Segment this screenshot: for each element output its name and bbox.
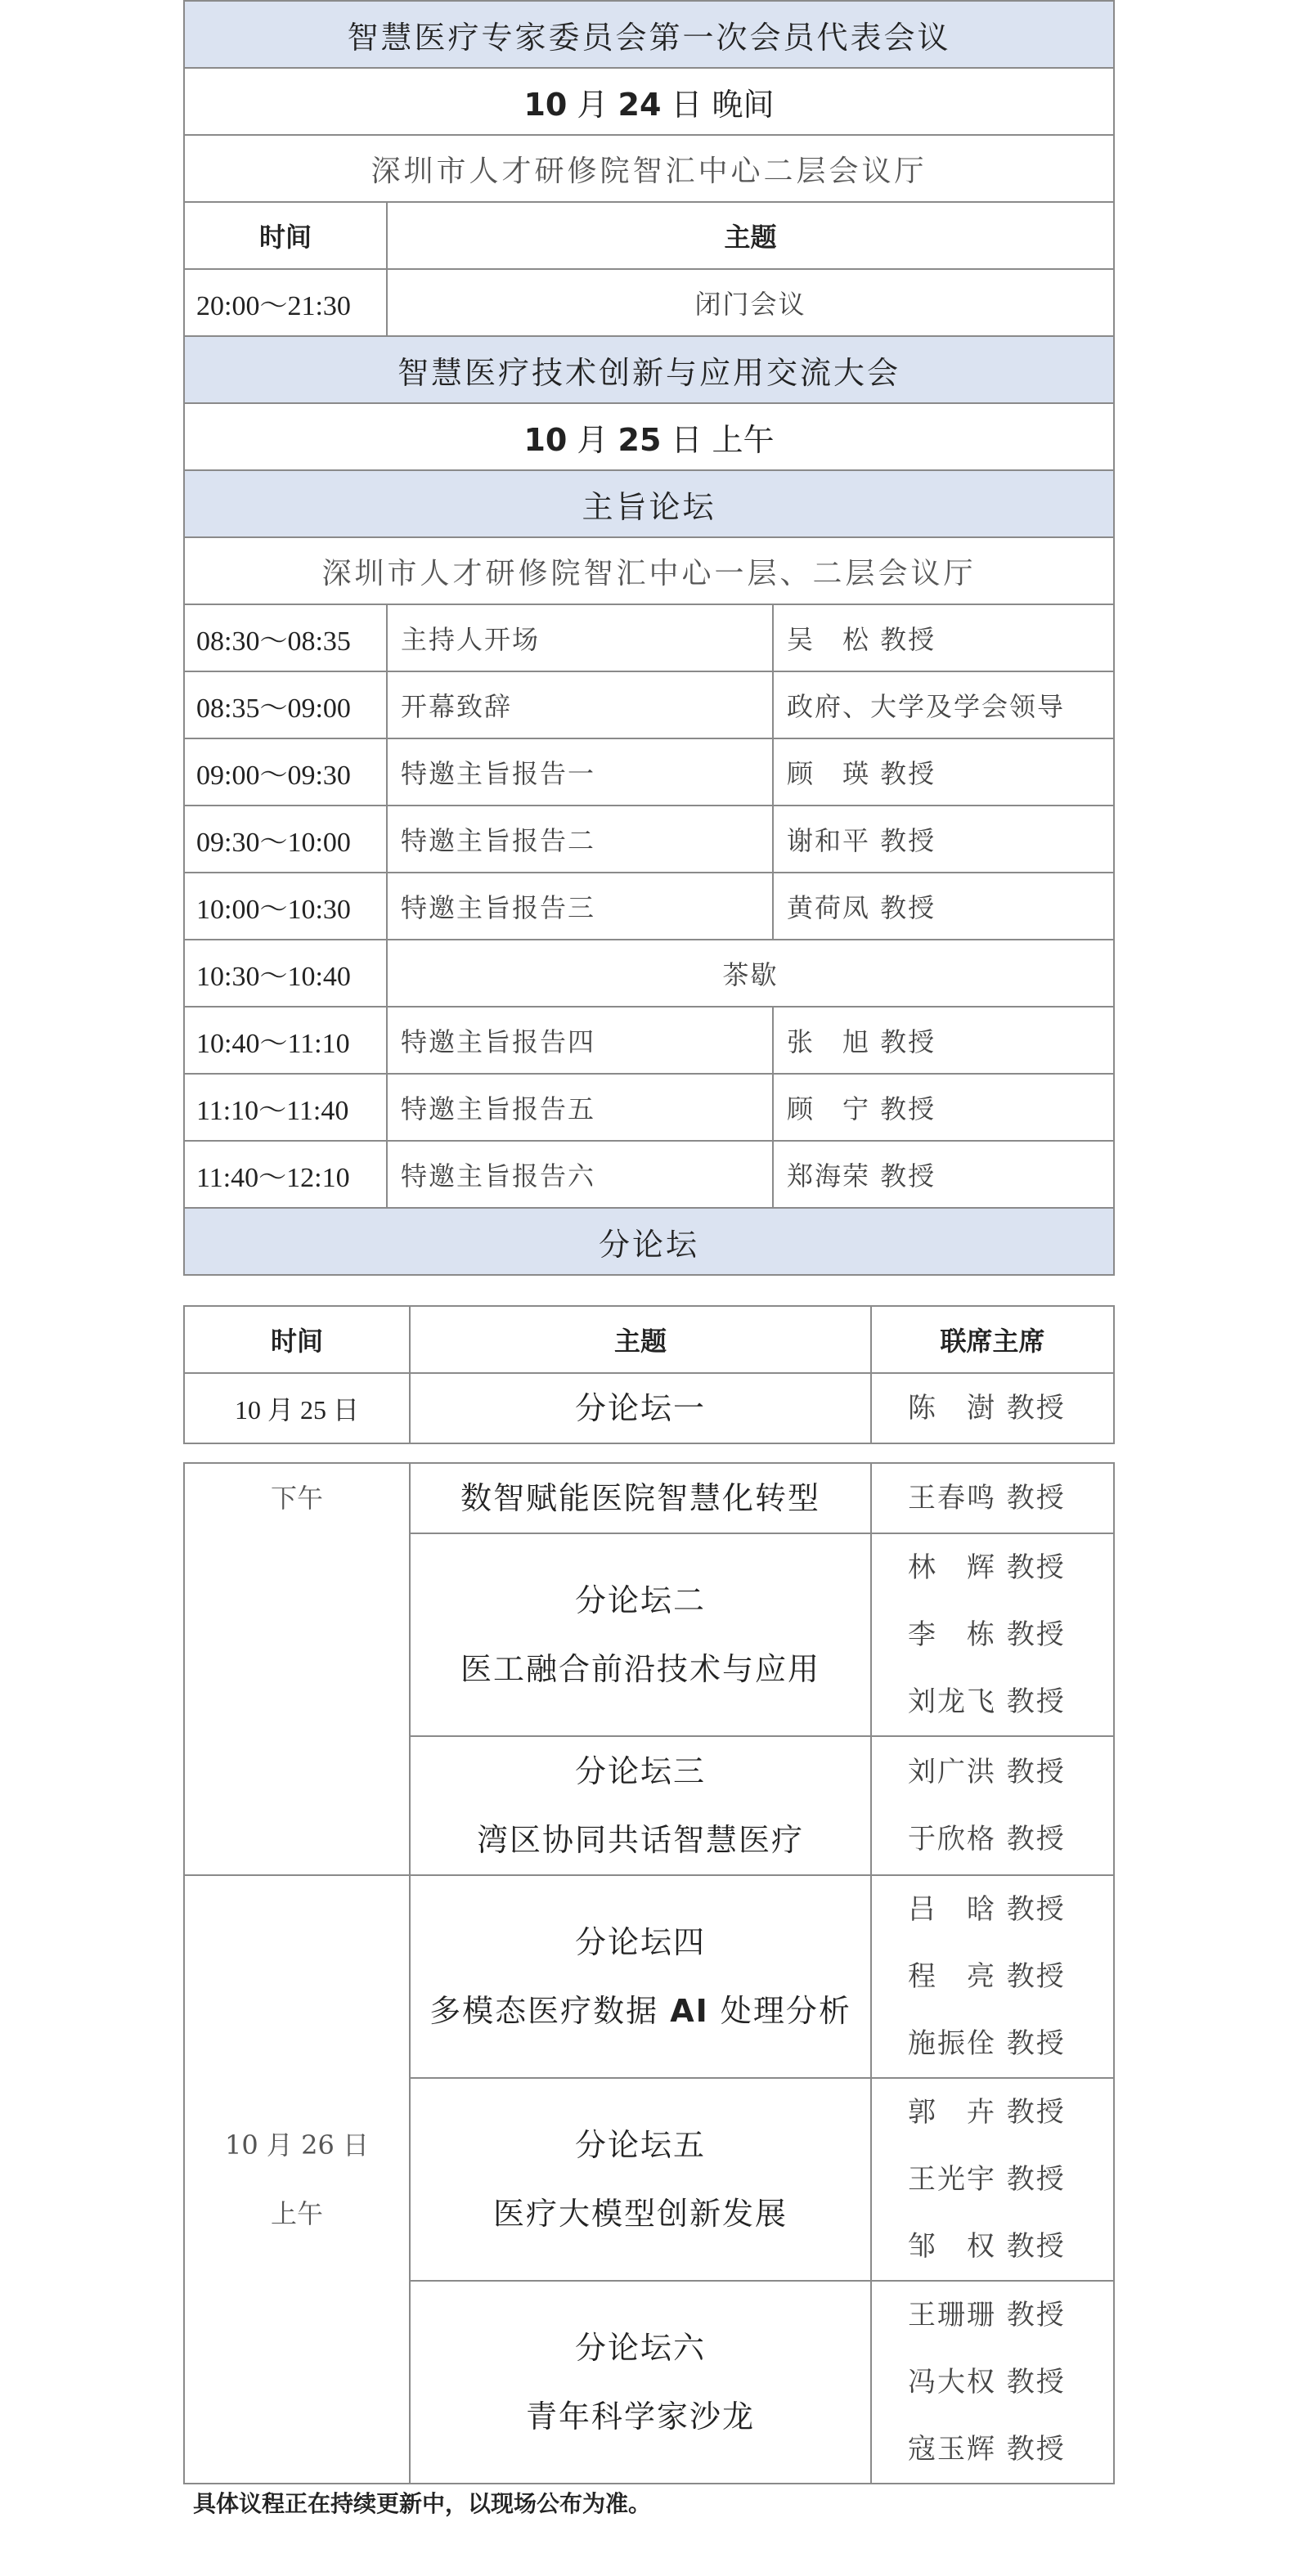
chair: 冯大权 教授 bbox=[908, 2366, 1066, 2399]
keynote-topic: 特邀主旨报告一 bbox=[387, 738, 773, 806]
chair: 刘广洪 教授 bbox=[908, 1756, 1066, 1788]
period-afternoon: 下午 bbox=[184, 1463, 410, 1875]
agenda-table-main bbox=[183, 0, 1115, 1276]
forum6-title: 分论坛六 bbox=[574, 2330, 706, 2366]
keynote-speaker: 顾 宁 教授 bbox=[773, 1074, 1114, 1141]
keynote-topic: 特邀主旨报告六 bbox=[387, 1141, 773, 1208]
keynote-time: 11:40～12:10 bbox=[184, 1141, 387, 1208]
forum2-topic: 医工融合前沿技术与应用 bbox=[460, 1651, 820, 1687]
forum1-topic-chair: 王春鸣 教授 bbox=[871, 1463, 1114, 1533]
keynote-speaker: 顾 瑛 教授 bbox=[773, 738, 1114, 806]
period-morning: 上午 bbox=[270, 2198, 323, 2229]
conference-title: 智慧医疗技术创新与应用交流大会 bbox=[184, 336, 1114, 403]
forum5-title: 分论坛五 bbox=[574, 2127, 706, 2163]
forum1-chair: 陈 澍 教授 bbox=[871, 1373, 1114, 1443]
forum3-chairs bbox=[871, 1736, 1114, 1875]
col-topic-header: 主题 bbox=[387, 202, 1114, 269]
keynote-time: 10:00～10:30 bbox=[184, 873, 387, 940]
chair: 林 辉 教授 bbox=[908, 1551, 1066, 1584]
forum2 bbox=[410, 1533, 871, 1736]
chair: 王光宇 教授 bbox=[908, 2163, 1066, 2196]
subforum-title: 分论坛 bbox=[184, 1208, 1114, 1275]
conference-date: 10 月 25 日 上午 bbox=[184, 403, 1114, 470]
chair: 吕 晗 教授 bbox=[908, 1893, 1066, 1926]
forum2-title: 分论坛二 bbox=[574, 1582, 706, 1618]
keynote-time: 09:30～10:00 bbox=[184, 806, 387, 873]
forum6 bbox=[410, 2281, 871, 2484]
meeting1-title: 智慧医疗专家委员会第一次会员代表会议 bbox=[184, 1, 1114, 68]
keynote-topic: 特邀主旨报告四 bbox=[387, 1007, 773, 1074]
session-topic: 闭门会议 bbox=[387, 269, 1114, 336]
keynote-venue: 深圳市人才研修院智汇中心一层、二层会议厅 bbox=[184, 537, 1114, 604]
keynote-time: 08:35～09:00 bbox=[184, 671, 387, 738]
forum1-topic: 数智赋能医院智慧化转型 bbox=[410, 1463, 871, 1533]
keynote-speaker: 郑海荣 教授 bbox=[773, 1141, 1114, 1208]
meeting1-date: 10 月 24 日 晚间 bbox=[184, 68, 1114, 135]
chair: 程 亮 教授 bbox=[908, 1960, 1066, 1993]
date-1026: 10 月 26 日 bbox=[225, 2129, 369, 2161]
keynote-topic: 特邀主旨报告五 bbox=[387, 1074, 773, 1141]
sub-col-chair: 联席主席 bbox=[871, 1306, 1114, 1373]
chair: 于欣格 教授 bbox=[908, 1823, 1066, 1856]
keynote-topic: 特邀主旨报告二 bbox=[387, 806, 773, 873]
col-time-header: 时间 bbox=[184, 202, 387, 269]
forum4 bbox=[410, 1875, 871, 2078]
forum5-topic: 医疗大模型创新发展 bbox=[492, 2196, 788, 2232]
chair: 施振佺 教授 bbox=[908, 2027, 1066, 2060]
forum3-title: 分论坛三 bbox=[574, 1753, 706, 1789]
chair: 郭 卉 教授 bbox=[908, 2096, 1066, 2129]
session-time: 20:00～21:30 bbox=[184, 269, 387, 336]
keynote-title: 主旨论坛 bbox=[184, 470, 1114, 537]
footnote: 具体议程正在持续更新中，以现场公布为准。 bbox=[193, 2490, 652, 2517]
subforum-header-table bbox=[183, 1305, 1115, 1444]
chair: 李 栋 教授 bbox=[908, 1618, 1066, 1651]
keynote-topic: 开幕致辞 bbox=[387, 671, 773, 738]
keynote-speaker: 谢和平 教授 bbox=[773, 806, 1114, 873]
forum4-chairs bbox=[871, 1875, 1114, 2078]
sub-col-topic: 主题 bbox=[410, 1306, 871, 1373]
forum6-topic: 青年科学家沙龙 bbox=[525, 2399, 755, 2435]
keynote-time: 08:30～08:35 bbox=[184, 604, 387, 671]
forum5 bbox=[410, 2078, 871, 2281]
keynote-speaker: 黄荷凤 教授 bbox=[773, 873, 1114, 940]
period-1026 bbox=[184, 1875, 410, 2484]
forum6-chairs bbox=[871, 2281, 1114, 2484]
subforum-date-1025: 10 月 25 日 bbox=[184, 1373, 410, 1443]
keynote-topic: 特邀主旨报告三 bbox=[387, 873, 773, 940]
forum5-chairs bbox=[871, 2078, 1114, 2281]
forum3 bbox=[410, 1736, 871, 1875]
forum4-topic: 多模态医疗数据 AI 处理分析 bbox=[429, 1993, 851, 2029]
meeting1-venue: 深圳市人才研修院智汇中心二层会议厅 bbox=[184, 135, 1114, 202]
forum2-chairs bbox=[871, 1533, 1114, 1736]
keynote-speaker: 吴 松 教授 bbox=[773, 604, 1114, 671]
keynote-speaker: 张 旭 教授 bbox=[773, 1007, 1114, 1074]
subforum-detail-table bbox=[183, 1462, 1115, 2484]
tea-break: 茶歇 bbox=[387, 940, 1114, 1007]
keynote-time: 10:40～11:10 bbox=[184, 1007, 387, 1074]
chair: 寇玉辉 教授 bbox=[908, 2433, 1066, 2466]
forum1-title: 分论坛一 bbox=[410, 1373, 871, 1443]
break-time: 10:30～10:40 bbox=[184, 940, 387, 1007]
sub-col-time: 时间 bbox=[184, 1306, 410, 1373]
keynote-time: 09:00～09:30 bbox=[184, 738, 387, 806]
forum3-topic: 湾区协同共话智慧医疗 bbox=[476, 1822, 804, 1858]
chair: 刘龙飞 教授 bbox=[908, 1685, 1066, 1718]
chair: 邹 权 教授 bbox=[908, 2230, 1066, 2263]
forum4-title: 分论坛四 bbox=[574, 1924, 706, 1960]
keynote-speaker: 政府、大学及学会领导 bbox=[773, 671, 1114, 738]
keynote-topic: 主持人开场 bbox=[387, 604, 773, 671]
chair: 王珊珊 教授 bbox=[908, 2299, 1066, 2331]
keynote-time: 11:10～11:40 bbox=[184, 1074, 387, 1141]
